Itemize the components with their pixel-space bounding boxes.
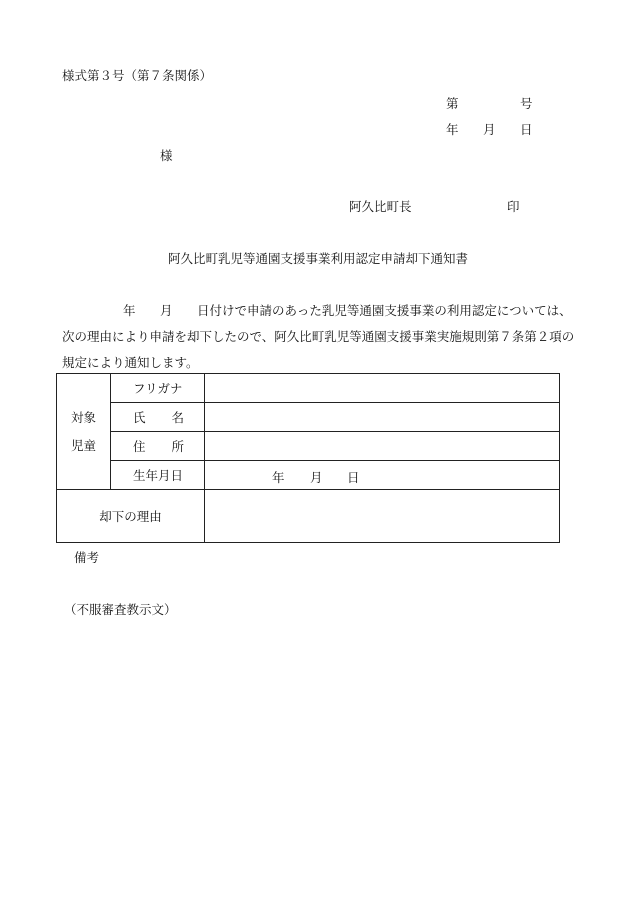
doc-number-dai: 第 <box>446 96 459 111</box>
reason-value <box>205 490 560 543</box>
body-line1-rest: 日付けで申請のあった乳児等通園支援事業の利用認定については、 <box>197 303 572 318</box>
birthdate-value <box>205 461 560 490</box>
category-cell <box>57 374 111 490</box>
issuer-seal: 印 <box>507 199 520 214</box>
remarks-label: 備考 <box>74 550 100 565</box>
date-month: 月 <box>483 122 496 137</box>
birth-day: 日 <box>347 470 360 485</box>
birth-month: 月 <box>310 470 323 485</box>
body-line1-month: 月 <box>160 303 173 318</box>
form-label: 様式第３号（第７条関係） <box>62 68 213 83</box>
body-line3: 規定により通知します。 <box>62 355 199 370</box>
furigana-label: フリガナ <box>111 374 205 403</box>
document-title: 阿久比町乳児等通園支援事業利用認定申請却下通知書 <box>168 251 469 266</box>
category-line1: 対象 <box>70 409 96 425</box>
issuer-name: 阿久比町長 <box>349 199 412 214</box>
name-value <box>205 403 560 432</box>
birth-year: 年 <box>272 470 285 485</box>
appeal-notice: （不服審査教示文） <box>64 602 177 617</box>
doc-number-go: 号 <box>520 96 533 111</box>
application-table <box>56 373 560 543</box>
address-label <box>111 432 205 461</box>
furigana-value <box>205 374 560 403</box>
reason-label: 却下の理由 <box>57 490 205 543</box>
name-label-2: 名 <box>171 410 185 425</box>
address-label-2: 所 <box>171 439 185 454</box>
body-line1-year: 年 <box>123 303 136 318</box>
name-label-1: 氏 <box>133 410 146 425</box>
date-day: 日 <box>520 122 533 137</box>
address-value <box>205 432 560 461</box>
addressee-sama: 様 <box>160 148 173 163</box>
address-label-1: 住 <box>133 439 146 454</box>
body-line2: 次の理由により申請を却下したので、阿久比町乳児等通園支援事業実施規則第７条第２項の <box>62 329 575 344</box>
date-year: 年 <box>446 122 459 137</box>
category-line2: 児童 <box>70 437 96 453</box>
name-label <box>111 403 205 432</box>
birthdate-label: 生年月日 <box>111 461 205 490</box>
